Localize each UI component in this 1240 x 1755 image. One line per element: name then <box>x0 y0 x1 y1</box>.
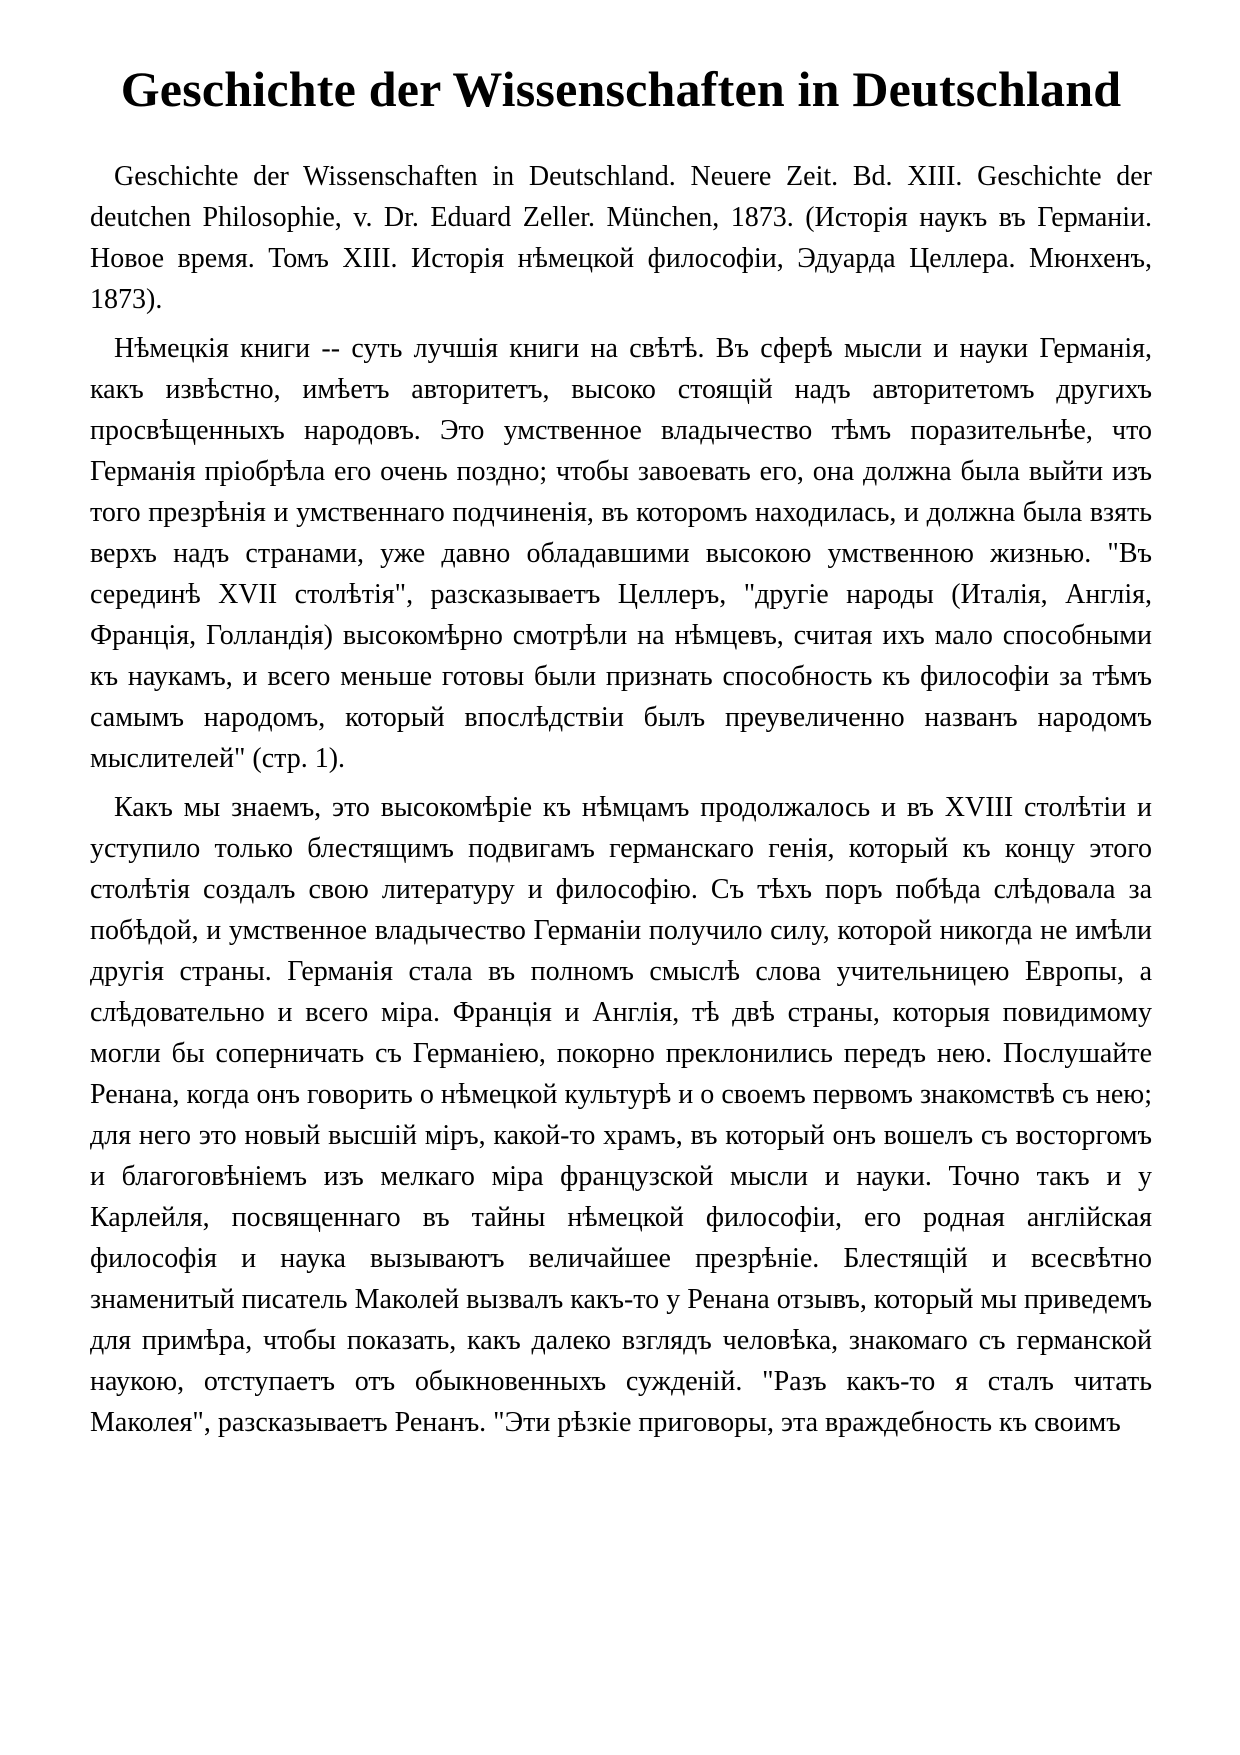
document-body <box>90 156 1152 1443</box>
paragraph-german-books: Нѣмецкія книги -- суть лучшія книги на свѣтѣ. Въ сферѣ мысли и науки Германія, какъ извѣстно, имѣетъ авторитетъ, высоко стоящій надъ авторитетомъ другихъ просвѣщенныхъ народовъ. Это умственное владычество тѣмъ поразительнѣе, что Германія пріобрѣла его очень поздно; чтобы завоевать его, она должна была выйти изъ того презрѣнія и умственнаго подчиненія, въ которомъ находилась, и должна была взять верхъ надъ странами, уже давно обладавшими высокою умственною жизнью. "Въ серединѣ XVII столѣтія", разсказываетъ Целлеръ, "другіе народы (Италія, Англія, Франція, Голландія) высокомѣрно смотрѣли на нѣмцевъ, считая ихъ мало способными къ наукамъ, и всего меньше готовы были признать способность къ философіи за тѣмъ самымъ народомъ, который впослѣдствіи былъ преувеличенно названъ народомъ мыслителей" (стр. 1). <box>90 333 1152 774</box>
document-title: Geschichte der Wissenschaften in Deutschland <box>120 61 1122 117</box>
document-page <box>90 58 1152 1451</box>
paragraph-arrogance-toward-germans: Какъ мы знаемъ, это высокомѣріе къ нѣмцамъ продолжалось и въ XVIII столѣтіи и уступило только блестящимъ подвигамъ германскаго генія, который къ концу этого столѣтія создалъ свою литературу и философію. Съ тѣхъ поръ побѣда слѣдовала за побѣдой, и умственное владычество Германіи получило силу, которой никогда не имѣли другія страны. Германія стала въ полномъ смыслѣ слова учительницею Европы, а слѣдовательно и всего міра. Франція и Англія, тѣ двѣ страны, которыя повидимому могли бы соперничать съ Германіею, покорно преклонились передъ нею. Послушайте Ренана, когда онъ говорить о нѣмецкой культурѣ и о своемъ первомъ знакомствѣ съ нею; для него это новый высшій міръ, какой-то храмъ, въ который онъ вошелъ съ восторгомъ и благоговѣніемъ изъ мелкаго міра французской мысли и науки. Точно такъ и у Карлейля, посвященнаго въ тайны нѣмецкой философіи, его родная англійская философія и наука вызываютъ величайшее презрѣніе. Блестящій и всесвѣтно знаменитый писатель Маколей вызвалъ какъ-то у Ренана отзывъ, который мы приведемъ для примѣра, чтобы показать, какъ далеко взглядъ человѣка, знакомаго съ германской наукою, отступаетъ отъ обыкновенныхъ сужденій. "Разъ какъ-то я сталъ читать Маколея", разсказываетъ Ренанъ. "Эти рѣзкіе приговоры, эта враждебность къ своимъ <box>90 792 1152 1438</box>
paragraph-bibliographic-reference: Geschichte der Wissenschaften in Deutschland. Neuere Zeit. Bd. XIII. Geschichte der deutchen Philosophie, v. Dr. Eduard Zeller. München, 1873. (Исторія наукъ въ Германіи. Новое время. Томъ XIII. Исторія нѣмецкой философіи, Эдуарда Целлера. Мюнхенъ, 1873). <box>90 161 1152 315</box>
